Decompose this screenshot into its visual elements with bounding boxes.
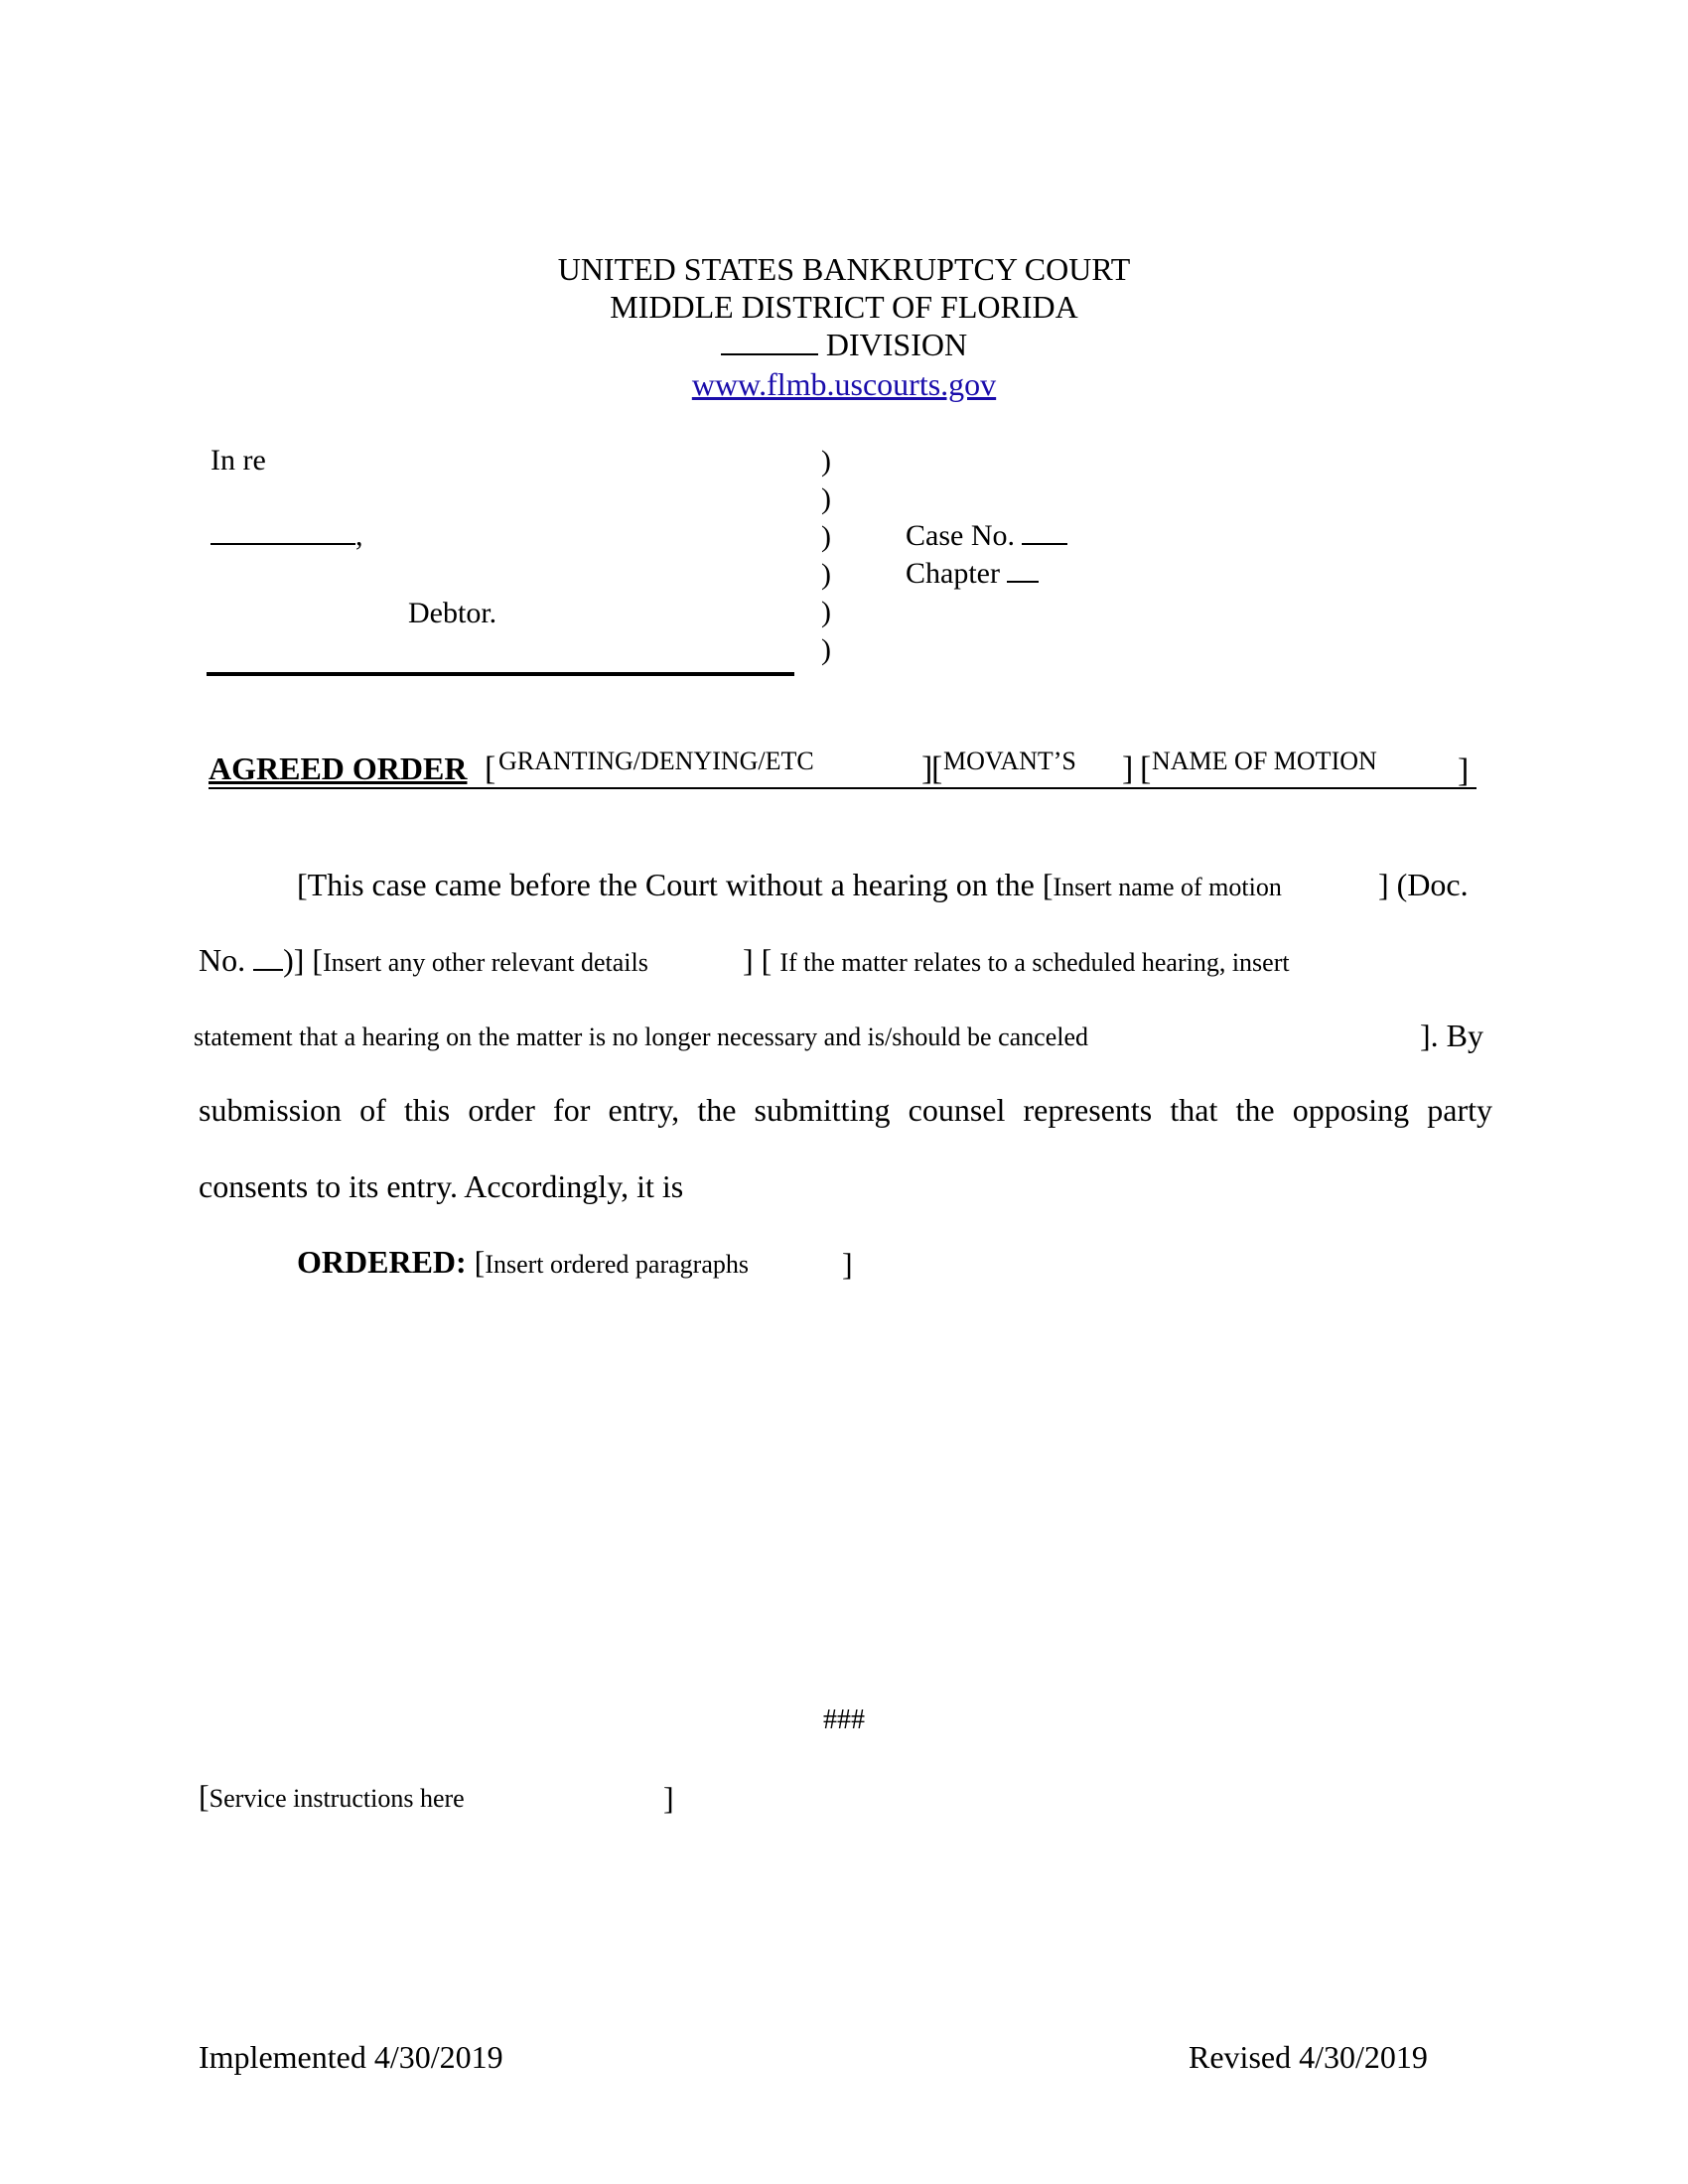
title-open-bracket: [ (931, 751, 943, 787)
body-line-4: submission of this order for entry, the submitting counsel represents that the opposing party (199, 1092, 1492, 1128)
by-text: ]. By (1420, 1018, 1483, 1053)
debtor-label: Debtor. (408, 597, 497, 629)
debtor-comma: , (355, 519, 363, 552)
in-re-label: In re (211, 444, 266, 477)
title-open-bracket: [ (1140, 751, 1152, 787)
title-field-ruling[interactable]: GRANTING/DENYING/ETC (498, 747, 814, 775)
implemented-date: Implemented 4/30/2019 (199, 2039, 503, 2075)
case-number-line (906, 518, 1067, 554)
caption-paren: ) (821, 520, 831, 553)
division-blank[interactable] (721, 353, 818, 355)
caption-paren: ) (821, 596, 831, 628)
title-open-bracket: [ (485, 751, 496, 787)
body-line-2: No. )] [Insert any other relevant details (199, 942, 648, 978)
court-website-link[interactable]: www.flmb.uscourts.gov (691, 366, 997, 402)
doc-ref: ] (Doc. (1378, 867, 1469, 902)
other-details-field[interactable]: [Insert any other relevant details (312, 942, 648, 978)
body-lead-text: [This case came before the Court without a hearing on the (297, 867, 1035, 902)
caption-paren: ) (821, 633, 831, 666)
court-name: UNITED STATES BANKRUPTCY COURT (557, 251, 1131, 287)
doc-number-blank[interactable] (253, 969, 283, 971)
division-line (0, 326, 1688, 363)
ordered-line (297, 1243, 749, 1284)
ordered-close-bracket: ] (842, 1246, 853, 1282)
chapter-label: Chapter (906, 557, 1000, 590)
motion-name-field[interactable]: [Insert name of motion (1042, 867, 1282, 902)
chapter-blank[interactable] (1007, 581, 1039, 583)
title-close-bracket: ] (1458, 752, 1470, 789)
ordered-label: ORDERED: (297, 1244, 467, 1280)
caption-paren: ) (821, 558, 831, 591)
title-field-movant[interactable]: MOVANT’S (943, 747, 1076, 775)
body-line-5: consents to its entry. Accordingly, it is (199, 1168, 684, 1204)
case-number-label: Case No. (906, 519, 1015, 552)
hearing-field-continued[interactable]: statement that a hearing on the matter is no longer necessary and is/should be canceled (194, 1023, 1089, 1051)
revised-date: Revised 4/30/2019 (1189, 2039, 1428, 2075)
division-label: DIVISION (825, 327, 968, 362)
case-number-blank[interactable] (1022, 543, 1067, 545)
website-line (0, 365, 1688, 403)
order-title: AGREED ORDER (209, 751, 468, 786)
debtor-name-line (211, 518, 363, 554)
title-underline (209, 787, 1477, 789)
service-close-bracket: ] (663, 1780, 674, 1816)
debtor-name-blank[interactable] (211, 543, 355, 545)
caption-paren: ) (821, 482, 831, 515)
end-marks: ### (823, 1705, 865, 1735)
district-name: MIDDLE DISTRICT OF FLORIDA (610, 289, 1078, 325)
ordered-field[interactable]: [Insert ordered paragraphs (474, 1244, 749, 1280)
doc-number-label: No. (199, 942, 246, 978)
title-close-bracket: ] (921, 751, 933, 787)
hearing-field[interactable]: ] [ If the matter relates to a scheduled hearing, insert (743, 942, 1290, 978)
title-field-motion-name[interactable]: NAME OF MOTION (1152, 747, 1377, 775)
title-close-bracket: ] (1122, 751, 1134, 787)
caption-paren: ) (821, 445, 831, 478)
chapter-line (906, 556, 1039, 592)
body-line-1 (297, 866, 1282, 906)
service-instructions-field[interactable]: [Service instructions here (199, 1778, 465, 1814)
caption-rule (207, 672, 794, 676)
